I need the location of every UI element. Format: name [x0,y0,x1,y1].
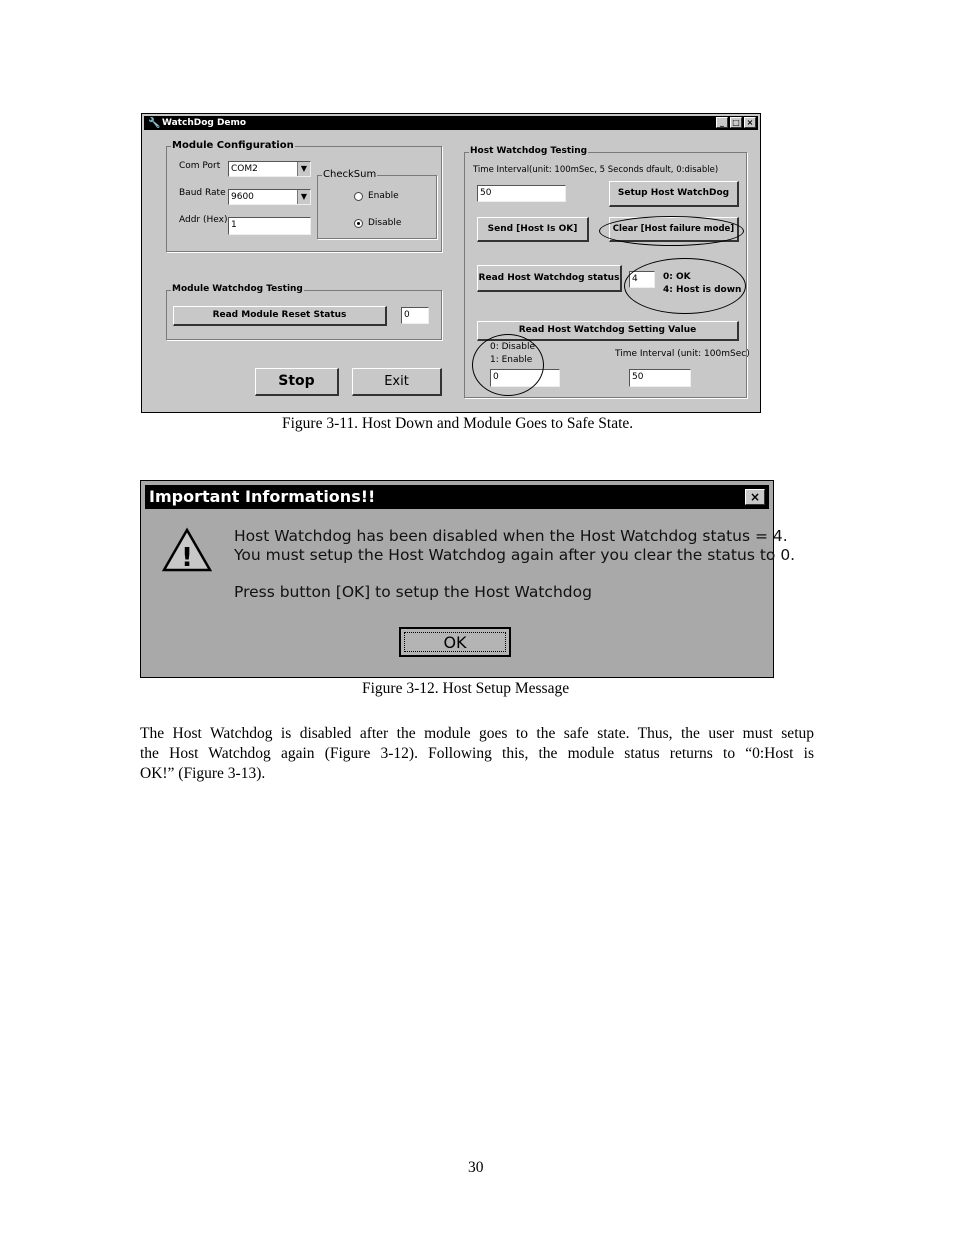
module-configuration-group [166,140,442,252]
baud-rate-label: Baud Rate [179,188,226,198]
chevron-down-icon[interactable]: ▼ [297,190,310,204]
checksum-title: CheckSum [323,169,377,180]
chevron-down-icon[interactable]: ▼ [297,162,310,176]
read-host-watchdog-setting-button[interactable]: Read Host Watchdog Setting Value [477,321,739,341]
stop-button[interactable]: Stop [255,368,339,396]
clear-host-failure-button[interactable]: Clear [Host failure mode] [609,217,739,242]
checksum-disable-radio[interactable] [354,219,363,228]
baud-rate-value: 9600 [231,192,254,202]
interval-readout-field[interactable]: 50 [629,369,691,387]
addr-input[interactable] [228,217,311,235]
dialog-message-line3: Press button [OK] to setup the Host Watchdog [234,583,592,601]
paragraph-line2: the Host Watchdog again (Figure 3-12). Following this, the module status returns to “0:Host is [140,745,814,762]
app-wrench-icon: 🔧 [148,118,161,129]
maximize-button[interactable]: □ [730,117,742,128]
page-number: 30 [468,1159,484,1176]
host-status-field[interactable]: 4 [629,271,655,288]
enable-legend-disable: 0: Disable [490,342,536,352]
warning-icon [161,527,213,573]
minimize-button[interactable]: _ [716,117,728,128]
dialog-title-bar [145,485,769,509]
window-title-bar [144,116,758,130]
host-interval-label: Time Interval(unit: 100mSec, 5 Seconds dfault, 0:disable) [473,165,719,175]
setup-host-watchdog-button[interactable]: Setup Host WatchDog [609,181,739,207]
com-port-select[interactable] [228,161,311,177]
com-port-value: COM2 [231,164,258,174]
checksum-disable-label: Disable [368,218,402,228]
ok-button[interactable] [399,627,511,657]
read-module-reset-status-button[interactable]: Read Module Reset Status [173,306,387,326]
dialog-message-line1: Host Watchdog has been disabled when the Host Watchdog status = 4. [234,527,788,545]
figure-3-11-caption: Figure 3-11. Host Down and Module Goes to Safe State. [282,415,634,432]
status-legend-down: 4: Host is down [663,285,742,295]
checksum-group [317,169,437,239]
figure-3-12-caption: Figure 3-12. Host Setup Message [362,680,570,697]
ok-button-label: OK [404,632,506,652]
window-title: WatchDog Demo [162,118,247,128]
exit-button[interactable]: Exit [352,368,442,396]
body-paragraph [140,724,814,784]
dialog-close-button[interactable]: × [745,489,765,505]
watchdog-demo-window [141,113,761,413]
checksum-enable-label: Enable [368,191,399,201]
checksum-enable-radio[interactable] [354,192,363,201]
paragraph-line3: OK!” (Figure 3-13). [140,765,266,782]
interval-readout-label: Time Interval (unit: 100mSec) [615,349,750,359]
host-watchdog-title: Host Watchdog Testing [470,146,588,156]
status-legend-ok: 0: OK [663,272,691,282]
warning-glyph: ! [181,543,193,573]
module-watchdog-title: Module Watchdog Testing [172,284,303,294]
dialog-title: Important Informations!! [149,487,376,506]
enable-legend-enable: 1: Enable [490,355,533,365]
host-interval-input[interactable]: 50 [477,185,566,202]
reset-status-field[interactable]: 0 [401,307,429,324]
module-configuration-title: Module Configuration [172,140,294,151]
host-enable-field[interactable]: 0 [490,369,560,387]
read-host-watchdog-status-button[interactable]: Read Host Watchdog status [477,265,622,292]
addr-label: Addr (Hex) [179,215,228,225]
host-watchdog-group [464,146,750,398]
paragraph-line1: The Host Watchdog is disabled after the module goes to the safe state. Thus, the user must setup [140,725,814,742]
dialog-message-line2: You must setup the Host Watchdog again after you clear the status to 0. [234,546,796,564]
addr-value: 1 [231,220,237,230]
module-watchdog-group [166,284,442,340]
send-host-ok-button[interactable]: Send [Host Is OK] [477,217,589,242]
important-informations-dialog [140,480,796,678]
baud-rate-select[interactable] [228,189,311,205]
close-button[interactable]: × [744,117,756,128]
com-port-label: Com Port [179,161,221,171]
